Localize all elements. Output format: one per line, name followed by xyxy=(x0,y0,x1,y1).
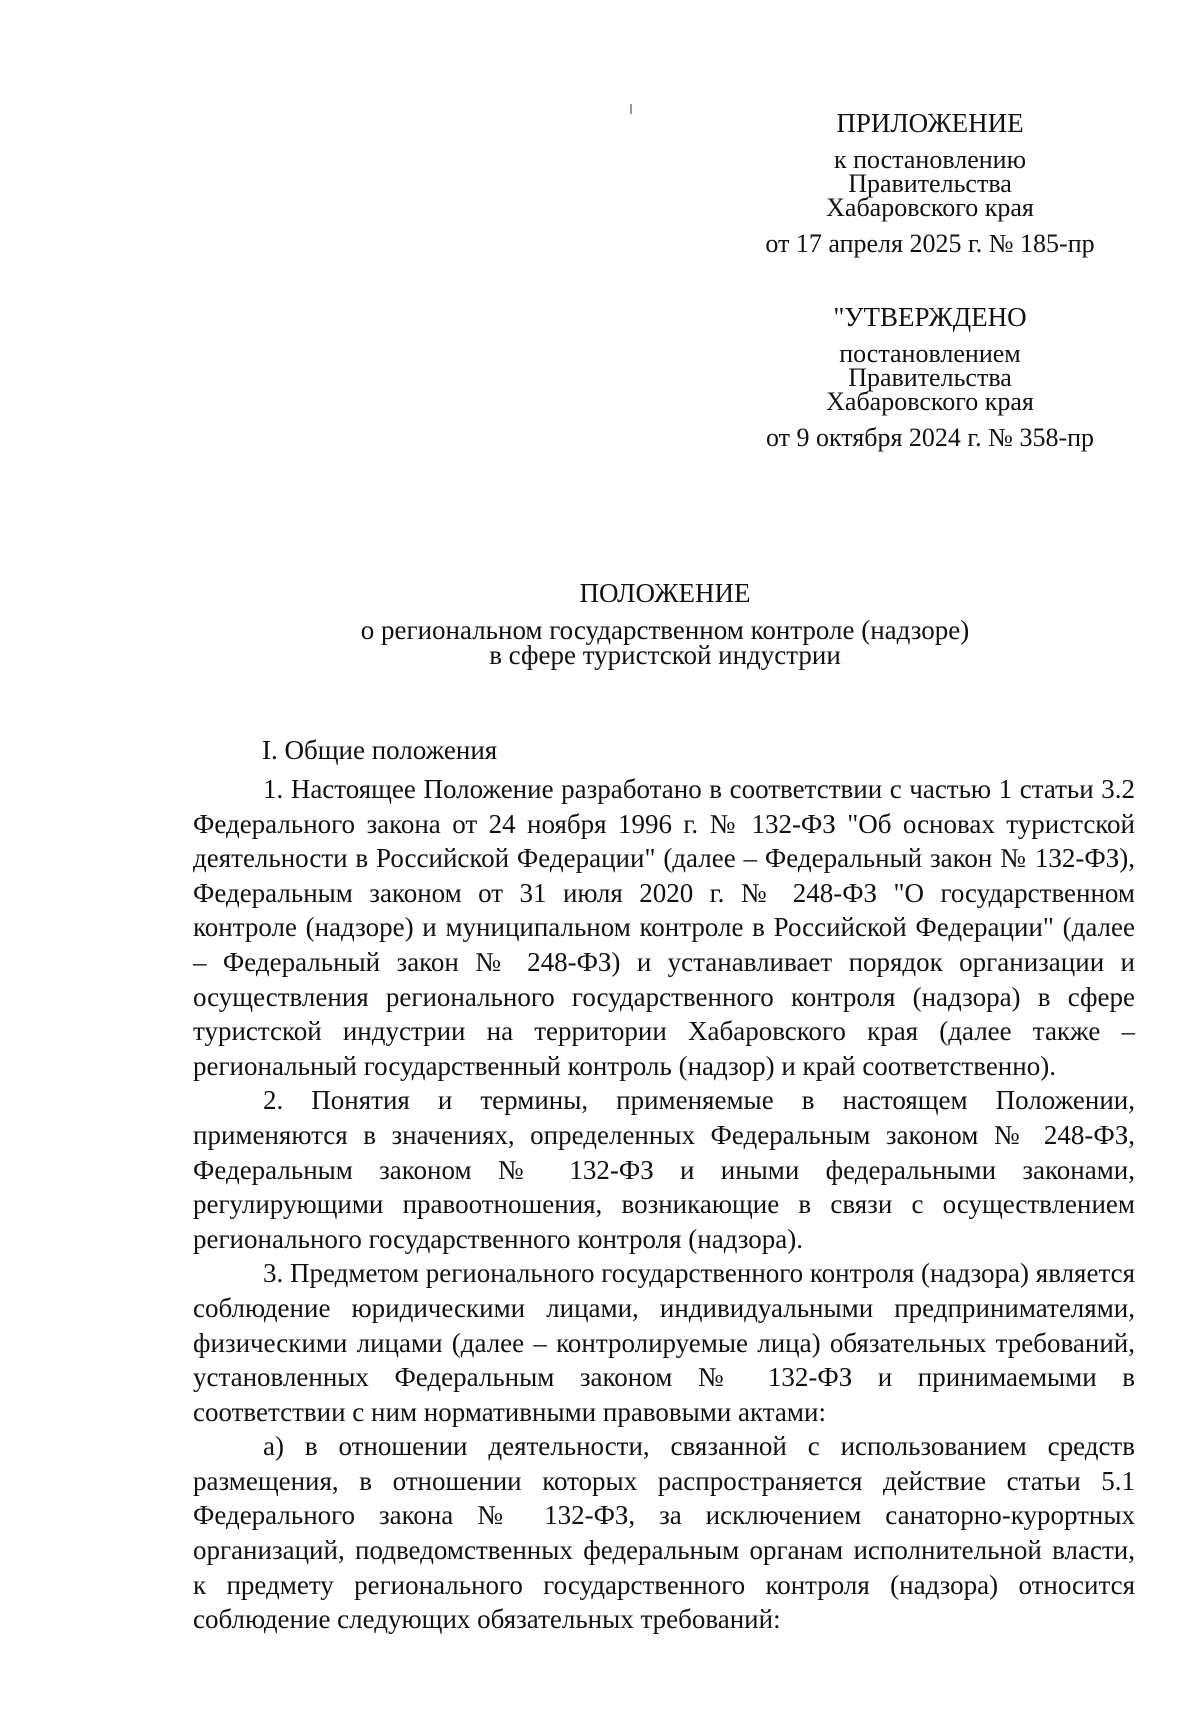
approved-date: от 9 октября 2024 г. № 358-пр xyxy=(765,423,1095,452)
paragraph: 3. Предметом регионального государственного контроля (надзора) является соблюдение юридическими лицами, индивидуальными предпринимателями, физическими лицами (далее – контролируемые лица) обязательных требований, установленных Федеральным законом № 132-ФЗ и принимаемыми в соответствии с ним нормативными правовыми актами: xyxy=(193,1258,1135,1427)
document-title-block xyxy=(190,578,1140,668)
annex-date: от 17 апреля 2025 г. № 185-пр xyxy=(765,229,1095,258)
annex-line: к постановлению xyxy=(833,145,1027,174)
approved-line: Правительства xyxy=(848,363,1012,392)
approved-heading: "УТВЕРЖДЕНО xyxy=(833,302,1027,332)
document-subtitle: в сфере туристской индустрии xyxy=(489,640,841,670)
paragraph: 1. Настоящее Положение разработано в соответствии с частью 1 статьи 3.2 Федерального закона от 24 ноября 1996 г. № 132-ФЗ "Об основах туристской деятельности в Российской Федерации" (далее – Федеральный закон № 132-ФЗ), Федеральным законом от 31 июля 2020 г. № 248-ФЗ "О государственном контроле (надзоре) и муниципальном контроле в Российской Федерации" (далее – Федеральный закон № 248-ФЗ) и устанавливает порядок организации и осуществления регионального государственного контроля (надзора) в сфере туристской индустрии на территории Хабаровского края (далее также – региональный государственный контроль (надзор) и край соответственно). xyxy=(193,774,1135,1081)
approved-line: постановлением xyxy=(839,339,1021,368)
body-text xyxy=(193,772,1135,1637)
section-heading: I. Общие положения xyxy=(262,735,498,765)
scan-artifact-mark xyxy=(630,104,632,114)
document-title: ПОЛОЖЕНИЕ xyxy=(579,578,751,608)
annex-line: Правительства xyxy=(848,169,1012,198)
approved-block xyxy=(720,302,1140,450)
document-subtitle: о региональном государственном контроле (надзоре) xyxy=(360,615,970,645)
approved-line: Хабаровского края xyxy=(826,387,1034,416)
annex-heading: ПРИЛОЖЕНИЕ xyxy=(836,108,1024,138)
paragraph: а) в отношении деятельности, связанной с использованием средств размещения, в отношении которых распространяется действие статьи 5.1 Федерального закона № 132-ФЗ, за исключением санаторно-курортных организаций, подведомственных федеральным органам исполнительной власти, к предмету регионального государственного контроля (надзора) относится соблюдение следующих обязательных требований: xyxy=(193,1431,1135,1635)
paragraph: 2. Понятия и термины, применяемые в настоящем Положении, применяются в значениях, определенных Федеральным законом № 248-ФЗ, Федеральным законом № 132-ФЗ и иными федеральными законами, регулирующими правоотношения, возникающие в связи с осуществлением регионального государственного контроля (надзора). xyxy=(193,1085,1135,1254)
annex-block xyxy=(720,108,1140,256)
annex-line: Хабаровского края xyxy=(826,193,1034,222)
